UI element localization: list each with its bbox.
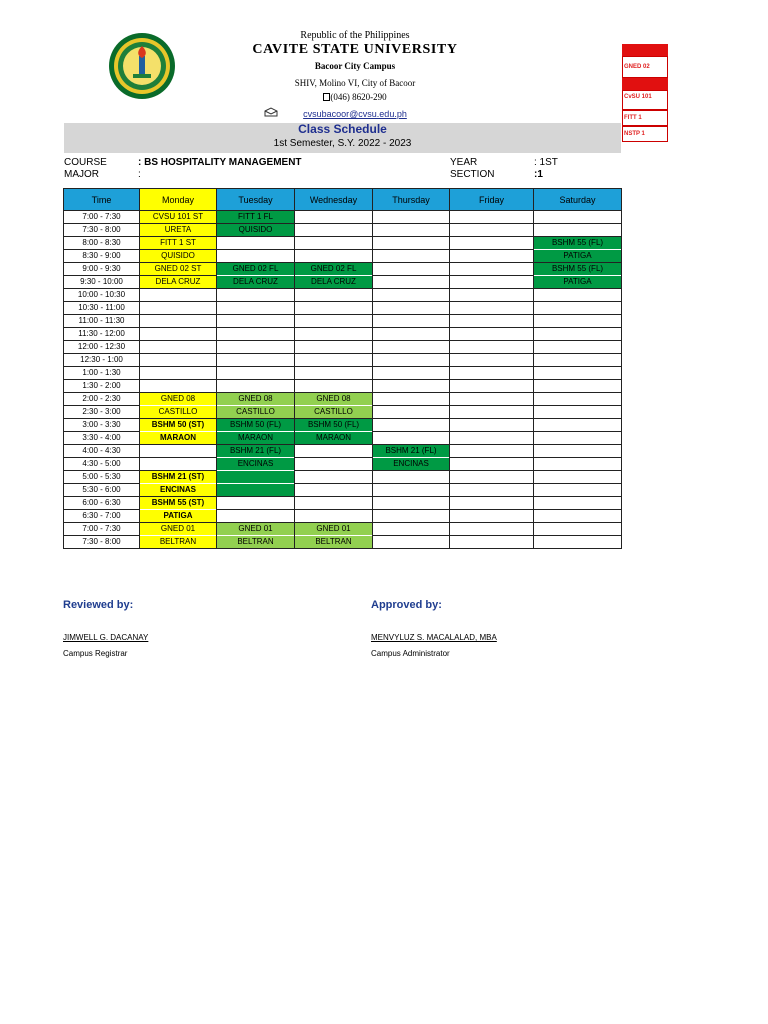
empty-cell [373, 276, 450, 289]
class-cell: FITT 1 FL [217, 211, 295, 224]
class-cell: FITT 1 ST [140, 237, 217, 250]
time-cell: 6:30 - 7:00 [64, 510, 140, 523]
empty-cell [140, 354, 217, 367]
class-cell: GNED 01 [217, 523, 295, 536]
empty-cell [373, 497, 450, 510]
empty-cell [295, 497, 373, 510]
table-row [64, 497, 622, 510]
time-cell: 2:00 - 2:30 [64, 393, 140, 406]
table-row [64, 484, 622, 497]
approved-by-label: Approved by: [371, 599, 442, 611]
reviewed-by-label: Reviewed by: [63, 599, 134, 611]
time-cell: 1:00 - 1:30 [64, 367, 140, 380]
empty-cell [450, 328, 534, 341]
course-value: : BS HOSPITALITY MANAGEMENT [138, 157, 302, 168]
empty-cell [534, 354, 622, 367]
table-row [64, 510, 622, 523]
empty-cell [295, 354, 373, 367]
class-cell: MARAON [140, 432, 217, 445]
table-row [64, 432, 622, 445]
empty-cell [450, 250, 534, 263]
class-cell: BELTRAN [295, 536, 373, 549]
empty-cell [217, 354, 295, 367]
empty-cell [373, 341, 450, 354]
table-row [64, 328, 622, 341]
empty-cell [450, 471, 534, 484]
class-cell: BSHM 50 (FL) [295, 419, 373, 432]
empty-cell [140, 289, 217, 302]
class-cell: BSHM 21 (ST) [140, 471, 217, 484]
table-row [64, 289, 622, 302]
empty-cell [534, 419, 622, 432]
empty-cell [295, 341, 373, 354]
campus-name: Bacoor City Campus [314, 61, 396, 71]
empty-cell [295, 315, 373, 328]
class-cell: GNED 02 ST [140, 263, 217, 276]
empty-cell [534, 536, 622, 549]
empty-cell [534, 211, 622, 224]
empty-cell [373, 380, 450, 393]
university-seal [108, 32, 176, 100]
empty-cell [295, 484, 373, 497]
major-value: : [138, 169, 141, 180]
col-header-thursday: Thursday [373, 189, 450, 211]
empty-cell [373, 432, 450, 445]
campus-phone [180, 92, 530, 102]
empty-cell [534, 341, 622, 354]
empty-cell [450, 510, 534, 523]
empty-cell [373, 263, 450, 276]
empty-cell [373, 302, 450, 315]
republic-line: Republic of the Philippines [300, 30, 410, 41]
legend-row [622, 44, 668, 56]
empty-cell [217, 315, 295, 328]
table-row [64, 471, 622, 484]
empty-cell [534, 445, 622, 458]
class-cell [217, 471, 295, 484]
reviewer-role: Campus Registrar [63, 649, 128, 658]
empty-cell [450, 341, 534, 354]
major-label: MAJOR [64, 169, 99, 180]
time-cell: 11:00 - 11:30 [64, 315, 140, 328]
empty-cell [534, 523, 622, 536]
empty-cell [450, 237, 534, 250]
empty-cell [450, 536, 534, 549]
class-cell: CASTILLO [140, 406, 217, 419]
col-header-tuesday: Tuesday [217, 189, 295, 211]
empty-cell [295, 289, 373, 302]
time-cell: 6:00 - 6:30 [64, 497, 140, 510]
empty-cell [217, 237, 295, 250]
class-cell: GNED 08 [295, 393, 373, 406]
empty-cell [534, 484, 622, 497]
time-cell: 3:00 - 3:30 [64, 419, 140, 432]
time-cell: 7:30 - 8:00 [64, 224, 140, 237]
time-cell: 7:00 - 7:30 [64, 523, 140, 536]
empty-cell [295, 302, 373, 315]
empty-cell [295, 458, 373, 471]
empty-cell [140, 367, 217, 380]
empty-cell [373, 224, 450, 237]
table-row [64, 458, 622, 471]
empty-cell [450, 406, 534, 419]
empty-cell [534, 289, 622, 302]
class-cell: MARAON [217, 432, 295, 445]
class-cell: BSHM 55 (ST) [140, 497, 217, 510]
legend-row: FITT 1 [622, 110, 668, 126]
empty-cell [373, 367, 450, 380]
class-cell: ENCINAS [217, 458, 295, 471]
time-cell: 4:30 - 5:00 [64, 458, 140, 471]
table-row [64, 380, 622, 393]
empty-cell [450, 523, 534, 536]
table-row [64, 367, 622, 380]
class-cell: BELTRAN [140, 536, 217, 549]
table-row [64, 406, 622, 419]
empty-cell [373, 250, 450, 263]
empty-cell [373, 406, 450, 419]
empty-cell [534, 367, 622, 380]
empty-cell [534, 302, 622, 315]
empty-cell [450, 393, 534, 406]
class-cell: PATIGA [534, 250, 622, 263]
empty-cell [295, 211, 373, 224]
section-value: :1 [534, 169, 543, 180]
empty-cell [140, 341, 217, 354]
class-cell: GNED 01 [140, 523, 217, 536]
empty-cell [217, 341, 295, 354]
col-header-monday: Monday [140, 189, 217, 211]
empty-cell [295, 380, 373, 393]
class-cell: ENCINAS [140, 484, 217, 497]
class-cell [217, 484, 295, 497]
table-row [64, 211, 622, 224]
empty-cell [140, 380, 217, 393]
table-row [64, 224, 622, 237]
time-cell: 11:30 - 12:00 [64, 328, 140, 341]
table-row [64, 341, 622, 354]
table-row [64, 263, 622, 276]
time-cell: 9:00 - 9:30 [64, 263, 140, 276]
table-body [64, 211, 622, 549]
class-cell: BSHM 50 (ST) [140, 419, 217, 432]
time-cell: 5:00 - 5:30 [64, 471, 140, 484]
empty-cell [373, 315, 450, 328]
table-row [64, 536, 622, 549]
empty-cell [295, 328, 373, 341]
time-cell: 1:30 - 2:00 [64, 380, 140, 393]
legend-row [622, 78, 668, 90]
class-cell: BSHM 50 (FL) [217, 419, 295, 432]
empty-cell [373, 393, 450, 406]
class-cell: CASTILLO [217, 406, 295, 419]
col-header-wednesday: Wednesday [295, 189, 373, 211]
empty-cell [450, 419, 534, 432]
table-row [64, 237, 622, 250]
empty-cell [373, 289, 450, 302]
empty-cell [295, 445, 373, 458]
class-cell: BSHM 21 (FL) [217, 445, 295, 458]
empty-cell [140, 458, 217, 471]
class-cell: DELA CRUZ [295, 276, 373, 289]
empty-cell [373, 237, 450, 250]
university-name: CAVITE STATE UNIVERSITY [252, 42, 458, 57]
empty-cell [450, 276, 534, 289]
time-cell: 9:30 - 10:00 [64, 276, 140, 289]
empty-cell [450, 354, 534, 367]
empty-cell [217, 510, 295, 523]
time-cell: 7:30 - 8:00 [64, 536, 140, 549]
empty-cell [140, 302, 217, 315]
class-cell: URETA [140, 224, 217, 237]
class-cell: BSHM 55 (FL) [534, 263, 622, 276]
empty-cell [217, 497, 295, 510]
time-cell: 3:30 - 4:00 [64, 432, 140, 445]
legend-row: GNED 02 [622, 56, 668, 78]
empty-cell [450, 315, 534, 328]
table-row [64, 419, 622, 432]
empty-cell [450, 432, 534, 445]
table-row [64, 315, 622, 328]
legend-row: CvSU 101 [622, 90, 668, 110]
empty-cell [450, 302, 534, 315]
reviewer-name: JIMWELL G. DACANAY [63, 633, 149, 642]
class-cell: QUISIDO [140, 250, 217, 263]
empty-cell [450, 367, 534, 380]
empty-cell [373, 354, 450, 367]
time-cell: 12:30 - 1:00 [64, 354, 140, 367]
empty-cell [450, 224, 534, 237]
class-cell: PATIGA [534, 276, 622, 289]
year-label: YEAR [450, 157, 478, 168]
time-cell: 8:30 - 9:00 [64, 250, 140, 263]
empty-cell [450, 458, 534, 471]
time-cell: 10:00 - 10:30 [64, 289, 140, 302]
class-cell: GNED 02 FL [295, 263, 373, 276]
table-row [64, 276, 622, 289]
empty-cell [217, 380, 295, 393]
class-cell: CASTILLO [295, 406, 373, 419]
empty-cell [295, 250, 373, 263]
year-value: : 1ST [534, 157, 558, 168]
empty-cell [534, 393, 622, 406]
semester-line: 1st Semester, S.Y. 2022 - 2023 [273, 138, 412, 149]
time-cell: 7:00 - 7:30 [64, 211, 140, 224]
phone-number: (046) 8620-290 [330, 92, 387, 102]
empty-cell [373, 328, 450, 341]
class-cell: DELA CRUZ [217, 276, 295, 289]
empty-cell [534, 497, 622, 510]
table-row [64, 302, 622, 315]
empty-cell [373, 510, 450, 523]
class-schedule-table [63, 188, 622, 549]
empty-cell [450, 445, 534, 458]
class-cell: BELTRAN [217, 536, 295, 549]
empty-cell [295, 510, 373, 523]
table-row [64, 523, 622, 536]
time-cell: 12:00 - 12:30 [64, 341, 140, 354]
empty-cell [534, 471, 622, 484]
legend-row: NSTP 1 [622, 126, 668, 142]
empty-cell [534, 406, 622, 419]
empty-cell [534, 380, 622, 393]
course-label: COURSE [64, 157, 107, 168]
col-header-time: Time [64, 189, 140, 211]
empty-cell [450, 380, 534, 393]
empty-cell [534, 315, 622, 328]
empty-cell [534, 458, 622, 471]
class-cell: DELA CRUZ [140, 276, 217, 289]
table-row [64, 354, 622, 367]
col-header-saturday: Saturday [534, 189, 622, 211]
empty-cell [450, 211, 534, 224]
campus-address: SHIV, Molino VI, City of Bacoor [294, 78, 416, 88]
table-row [64, 250, 622, 263]
time-cell: 4:00 - 4:30 [64, 445, 140, 458]
time-cell: 5:30 - 6:00 [64, 484, 140, 497]
empty-cell [534, 328, 622, 341]
class-cell: GNED 08 [217, 393, 295, 406]
empty-cell [373, 211, 450, 224]
empty-cell [373, 419, 450, 432]
empty-cell [217, 367, 295, 380]
empty-cell [217, 302, 295, 315]
empty-cell [140, 445, 217, 458]
empty-cell [217, 250, 295, 263]
class-cell: BSHM 21 (FL) [373, 445, 450, 458]
empty-cell [534, 224, 622, 237]
class-cell: GNED 08 [140, 393, 217, 406]
empty-cell [140, 328, 217, 341]
empty-cell [373, 536, 450, 549]
empty-cell [217, 289, 295, 302]
empty-cell [373, 484, 450, 497]
class-cell: QUISIDO [217, 224, 295, 237]
class-cell: PATIGA [140, 510, 217, 523]
time-cell: 8:00 - 8:30 [64, 237, 140, 250]
empty-cell [373, 523, 450, 536]
section-label: SECTION [450, 169, 495, 180]
table-row [64, 445, 622, 458]
campus-email-link[interactable]: cvsubacoor@cvsu.edu.ph [303, 109, 407, 119]
class-cell: GNED 02 FL [217, 263, 295, 276]
class-cell: BSHM 55 (FL) [534, 237, 622, 250]
class-cell: MARAON [295, 432, 373, 445]
empty-cell [534, 510, 622, 523]
empty-cell [217, 328, 295, 341]
time-cell: 10:30 - 11:00 [64, 302, 140, 315]
approver-role: Campus Administrator [371, 649, 450, 658]
table-header-row [64, 189, 622, 211]
time-cell: 2:30 - 3:00 [64, 406, 140, 419]
empty-cell [373, 471, 450, 484]
col-header-friday: Friday [450, 189, 534, 211]
approver-name: MENVYLUZ S. MACALALAD, MBA [371, 633, 497, 642]
schedule-title: Class Schedule [298, 122, 387, 136]
empty-cell [295, 367, 373, 380]
empty-cell [450, 289, 534, 302]
empty-cell [450, 484, 534, 497]
empty-cell [534, 432, 622, 445]
class-cell: ENCINAS [373, 458, 450, 471]
class-cell: GNED 01 [295, 523, 373, 536]
empty-cell [140, 315, 217, 328]
empty-cell [295, 237, 373, 250]
empty-cell [295, 224, 373, 237]
class-cell: CVSU 101 ST [140, 211, 217, 224]
table-row [64, 393, 622, 406]
empty-cell [450, 263, 534, 276]
empty-cell [450, 497, 534, 510]
empty-cell [295, 471, 373, 484]
